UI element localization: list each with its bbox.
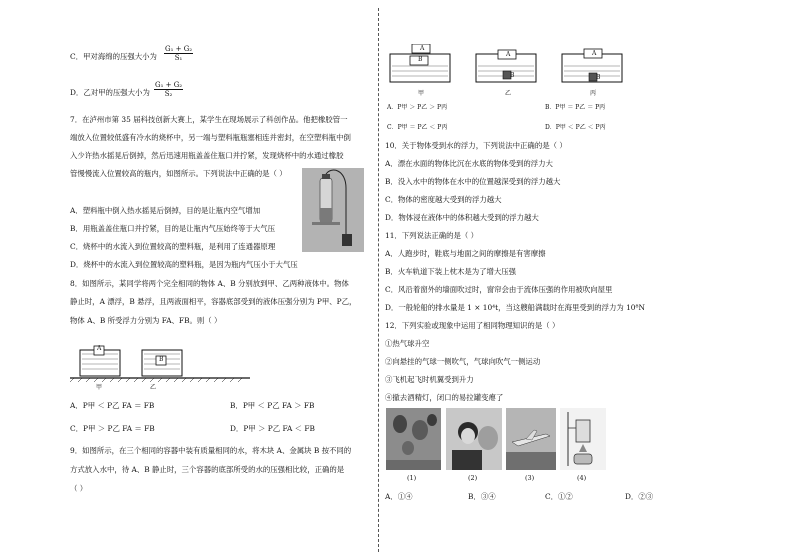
q9-label-b-bing: B <box>596 74 601 81</box>
q10-option: D．物体浸在液体中的体积越大受到的浮力越大 <box>385 213 539 222</box>
q8-text-line: 8．如图所示，某同学将两个完全相同的物体 A、B 分别放到甲、乙两种液体中。物体 <box>70 279 349 288</box>
q9-text-line: （ ） <box>70 484 88 493</box>
q10-stem: 10．关于物体受到水的浮力，下列说法中正确的是（ ） <box>385 141 567 150</box>
q8-option-c: C．P甲 ＞ P乙 FA ＝ FB <box>70 424 155 433</box>
q8-option-b: B．P甲 ＜ P乙 FA ＞ FB <box>230 401 315 410</box>
q8-text-line: 静止时，A 漂浮，B 悬浮，且两液面相平，容器底部受到的液体压强分别为 P甲、P乙， <box>70 297 357 306</box>
balloons-illustration <box>386 408 441 470</box>
q12-option-c: C．①② <box>545 492 573 501</box>
q12-item: ④撤去酒精灯，闭口的易拉罐变瘪了 <box>385 393 504 402</box>
q9-option-d: D．P甲 ＜ P乙 ＜ P丙 <box>545 124 606 131</box>
q11-option: A．人跑步时，鞋底与地面之间的摩擦是有害摩擦 <box>385 249 546 258</box>
q7-text-line: 管慢慢流入位置较高的瓶内，如图所示。下列说法中正确的是（ ） <box>70 169 287 178</box>
q9-option-c: C．P甲 ＝ P乙 ＜ P丙 <box>387 124 448 131</box>
q9-option-b: B．P甲 ＝ P乙 ＝ P丙 <box>545 104 606 111</box>
q12-option-d: D．②③ <box>625 492 654 501</box>
q6-option-c-fraction: $\frac{\text{G₁ + G₂}}{\text{S₁}}$ <box>165 45 193 62</box>
q8-text-line: 物体 A、B 所受浮力分别为 FA、FB。则（ ） <box>70 316 222 325</box>
q9-label-b-yi: B <box>510 72 515 79</box>
q12-item: ③飞机起飞时机翼受到升力 <box>385 375 474 384</box>
q8-label-b: B <box>159 356 164 363</box>
photo-caption-4: (4) <box>577 474 587 482</box>
bottle-hose-illustration <box>302 168 364 252</box>
q8-label-yi: 乙 <box>150 384 157 391</box>
q6-option-c: C．甲对海绵的压强大小为 <box>70 52 157 61</box>
balloon-girl-photo <box>446 408 502 470</box>
q7-bottle-photo <box>302 168 364 252</box>
q9-text-line: 9．如图所示，在三个相同的容器中装有质量相同的水，将木块 A、金属块 B 按不同的 <box>70 446 352 455</box>
q12-option-a: A．①④ <box>385 492 413 501</box>
q11-option: B．火车轨道下装上枕木是为了增大压强 <box>385 267 517 276</box>
q12-stem: 12．下列实验或现象中运用了相同物理知识的是（ ） <box>385 321 560 330</box>
girl-balloon-illustration <box>446 408 502 470</box>
q12-item: ①热气球升空 <box>385 339 430 348</box>
q9-option-a: A．P甲 ＞ P乙 ＞ P丙 <box>387 104 448 111</box>
q7-option: D．烧杯中的水流入到位置较高的塑料瓶，是因为瓶内气压小于大气压 <box>70 260 298 269</box>
q10-option: B．没入水中的物体在水中的位置越深受到的浮力越大 <box>385 177 561 186</box>
q9-label-a-bing: A <box>592 50 597 57</box>
q9-label-jia: 甲 <box>418 90 425 97</box>
airplane-illustration <box>506 408 556 470</box>
q6-option-d-fraction: $\frac{\text{G₁ + G₂}}{\text{S₂}}$ <box>155 81 183 98</box>
q9-label-b-jia: B <box>418 56 423 63</box>
q9-label-a-jia: A <box>420 45 425 52</box>
q7-text-line: 入少许热水摇晃后倒掉，然后迅速用瓶盖盖住瓶口并拧紧，发现烧杯中的水通过橡胶 <box>70 151 344 160</box>
q8-label-a: A <box>97 345 102 352</box>
can-alcohol-lamp-photo <box>560 408 606 470</box>
q9-label-yi: 乙 <box>505 90 512 97</box>
q11-option: D．一般轮船的排水量是 1 × 10⁴t，当这艘船满载时在海里受到的浮力为 10⁸N <box>385 303 645 312</box>
q7-option: A．塑料瓶中倒入热水摇晃后倒掉，目的是让瓶内空气增加 <box>70 206 261 215</box>
q10-option: A．漂在水面的物体比沉在水底的物体受到的浮力大 <box>385 159 553 168</box>
photo-caption-1: (1) <box>407 474 417 482</box>
q10-option: C．物体的密度越大受到的浮力越大 <box>385 195 502 204</box>
q8-option-d: D．P甲 ＞ P乙 FA ＜ FB <box>230 424 315 433</box>
photo-caption-3: (3) <box>525 474 535 482</box>
photo-caption-2: (2) <box>468 474 478 482</box>
q8-label-jia: 甲 <box>96 384 103 391</box>
airplane-takeoff-photo <box>506 408 556 470</box>
q12-item: ②向悬挂的气球一侧吹气，气球向吹气一侧运动 <box>385 357 541 366</box>
q11-stem: 11．下列说法正确的是（ ） <box>385 231 479 240</box>
q7-option: B．用瓶盖盖住瓶口并拧紧，目的是让瓶内气压始终等于大气压 <box>70 224 275 233</box>
q9-label-a-yi: A <box>506 51 511 58</box>
column-divider <box>378 8 379 552</box>
q12-option-b: B．③④ <box>468 492 496 501</box>
q8-option-a: A．P甲 ＜ P乙 FA ＝ FB <box>70 401 155 410</box>
q7-option: C．烧杯中的水流入到位置较高的塑料瓶，是利用了连通器原理 <box>70 242 276 251</box>
q9-text-line: 方式放入水中，待 A、B 静止时，三个容器的底部所受的水的压强相比较，正确的是 <box>70 465 345 474</box>
q11-option: C．风沿着窗外的墙面吹过时，窗帘会由于流体压强的作用被吹向屋里 <box>385 285 613 294</box>
can-lamp-illustration <box>560 408 606 470</box>
q9-label-bing: 丙 <box>590 90 597 97</box>
q7-text-line: 7．在泸州市第 35 届科技创新大赛上，某学生在现场展示了科创作品。他把橡胶管一 <box>70 115 348 124</box>
q7-text-line: 端放入位置较低盛有冷水的烧杯中，另一端与塑料瓶瓶塞相连并密封，在空塑料瓶中倒 <box>70 133 351 142</box>
hot-air-balloons-photo <box>386 408 441 470</box>
q6-option-d: D．乙对甲的压强大小为 <box>70 88 150 97</box>
